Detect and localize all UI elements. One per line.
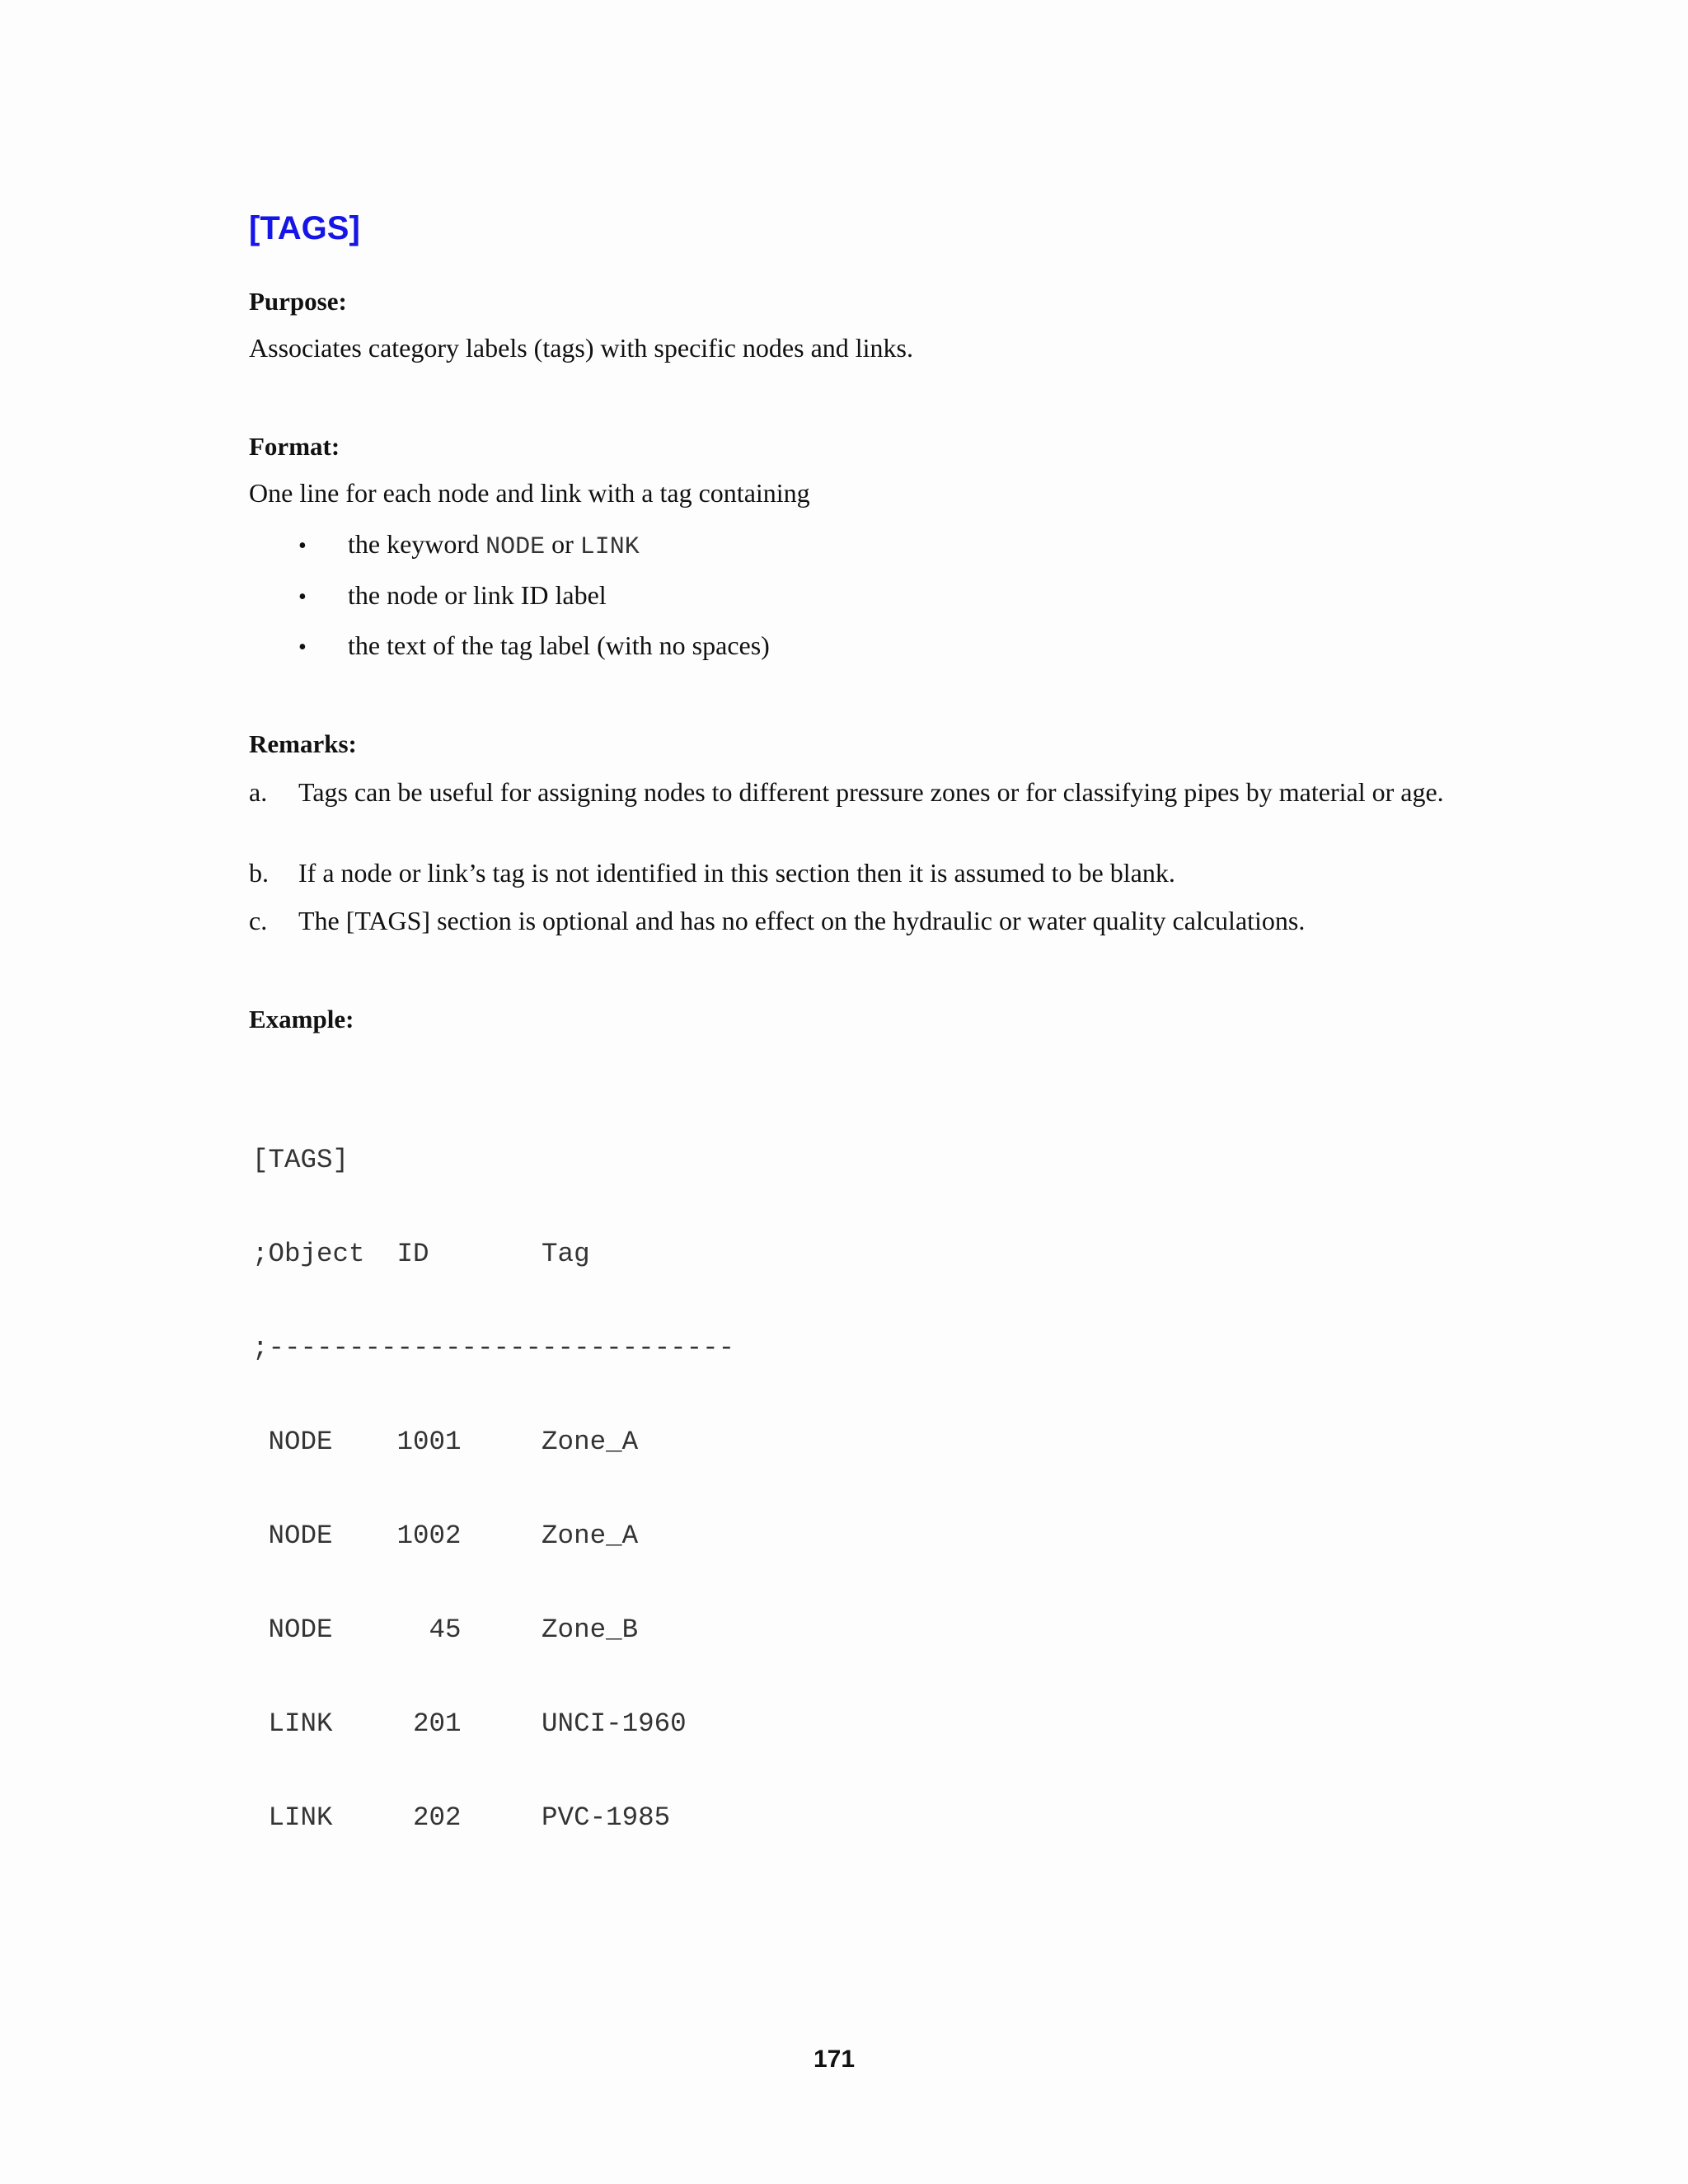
remark-text: Tags can be useful for assigning nodes to different pressure zones or for classifying pipes by material or age. <box>298 777 1444 807</box>
code-line: LINK 202 PVC-1985 <box>252 1802 671 1833</box>
remark-letter: b. <box>249 858 269 888</box>
code-line: [TAGS] <box>252 1145 349 1175</box>
purpose-heading: Purpose: <box>249 287 347 316</box>
code-line: ;----------------------------- <box>252 1333 735 1363</box>
remark-text: The [TAGS] section is optional and has no effect on the hydraulic or water quality calculations. <box>298 906 1306 935</box>
code-line: NODE 1001 Zone_A <box>252 1427 639 1457</box>
example-code-block <box>252 1082 734 1896</box>
format-heading: Format: <box>249 432 340 461</box>
bullet-text: the text of the tag label (with no spaces) <box>348 630 770 660</box>
list-item <box>298 630 770 661</box>
keyword-node: NODE <box>485 533 546 561</box>
keyword-link: LINK <box>579 533 640 561</box>
code-line: NODE 45 Zone_B <box>252 1615 639 1645</box>
code-line: LINK 201 UNCI-1960 <box>252 1708 687 1739</box>
list-item <box>298 580 607 611</box>
bullet-text: the node or link ID label <box>348 580 607 610</box>
remark-letter: a. <box>249 777 268 807</box>
purpose-text: Associates category labels (tags) with specific nodes and links. <box>249 333 913 363</box>
bullet-icon: • <box>298 533 307 559</box>
remark-text: If a node or link’s tag is not identified in this section then it is assumed to be blank. <box>298 858 1175 888</box>
bullet-text-prefix: the keyword <box>348 529 486 559</box>
bullet-icon: • <box>298 584 307 610</box>
code-line: NODE 1002 Zone_A <box>252 1521 639 1551</box>
example-heading: Example: <box>249 1005 354 1033</box>
section-title: [TAGS] <box>249 210 360 246</box>
remark-letter: c. <box>249 906 268 935</box>
code-line: ;Object ID Tag <box>252 1239 590 1269</box>
bullet-icon: • <box>298 635 307 660</box>
list-item <box>298 529 640 561</box>
bullet-text-middle: or <box>545 529 580 559</box>
page-number: 171 <box>813 2046 856 2073</box>
remarks-heading: Remarks: <box>249 729 357 758</box>
format-intro: One line for each node and link with a tag containing <box>249 478 810 508</box>
